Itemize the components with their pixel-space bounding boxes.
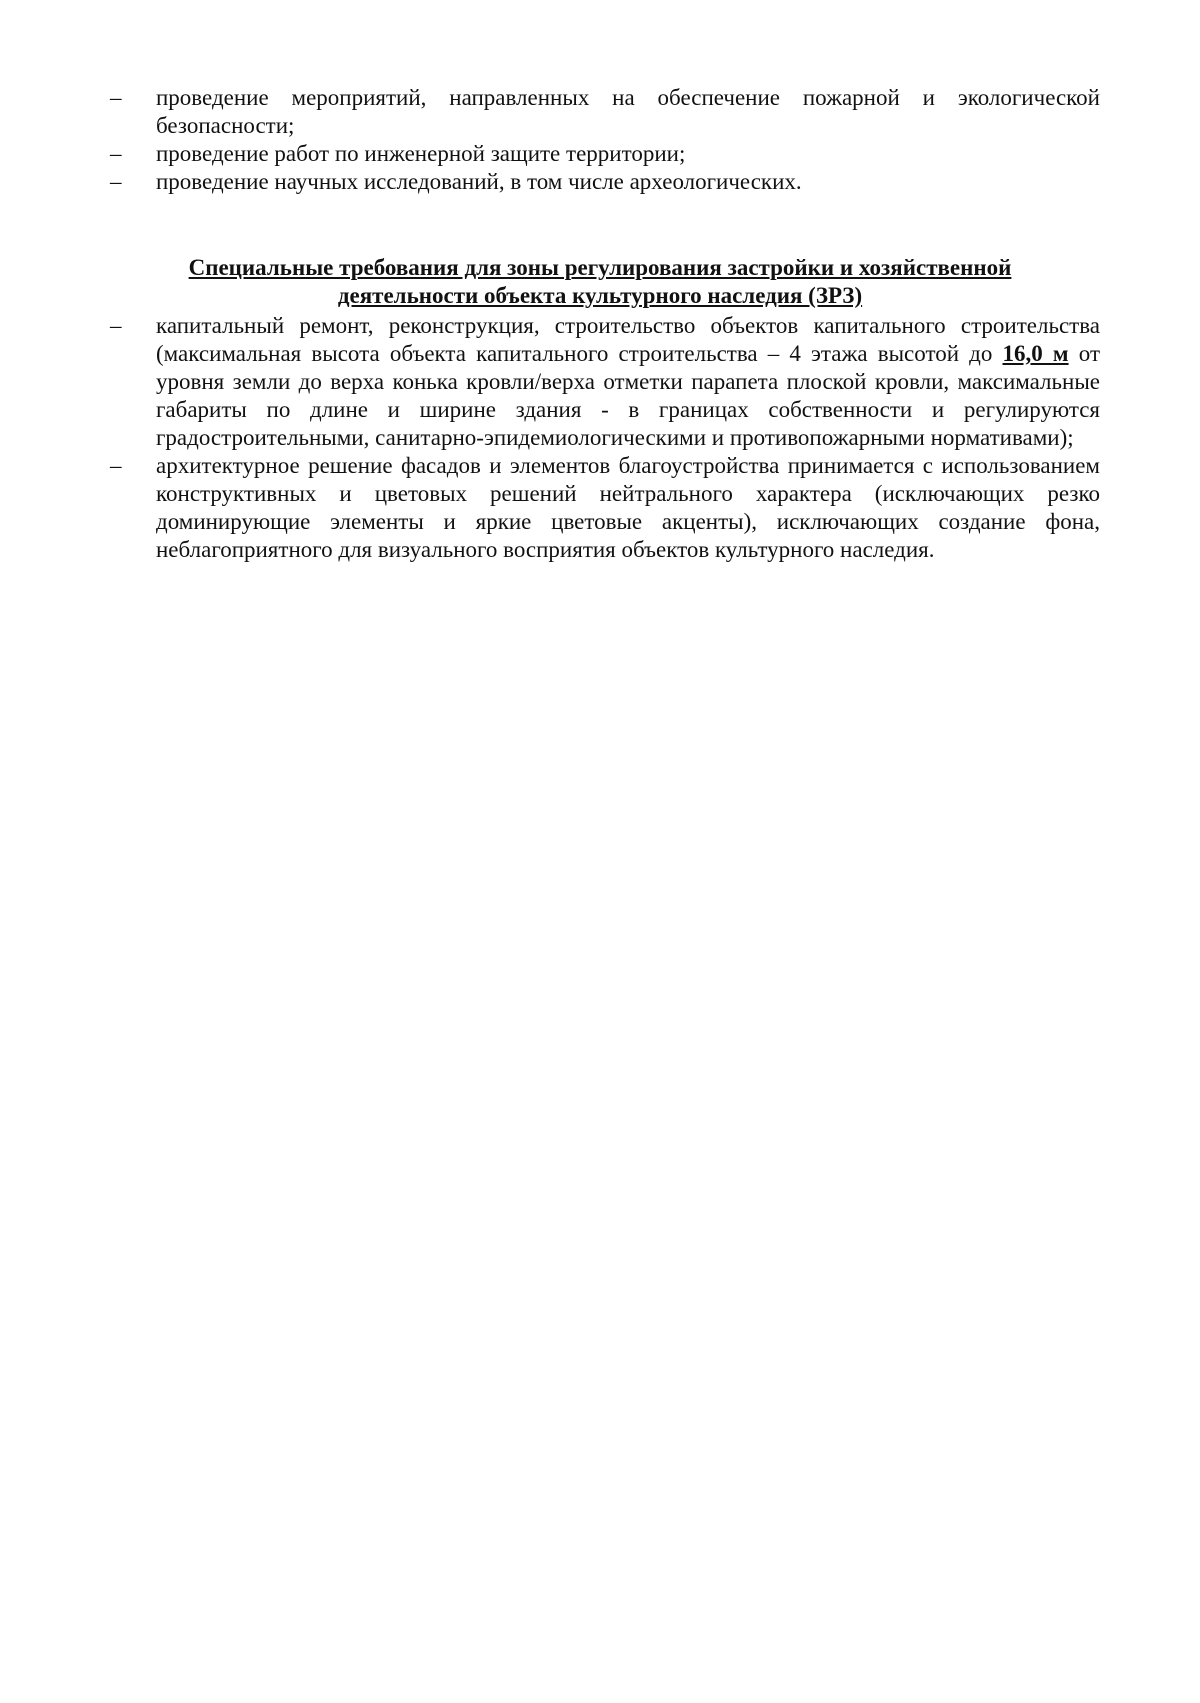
list-item <box>110 168 1100 196</box>
list-item-text: проведение работ по инженерной защите территории; <box>156 141 686 166</box>
list-item-text: проведение мероприятий, направленных на обеспечение пожарной и экологической безопасности; <box>156 85 1100 138</box>
list-item-text: архитектурное решение фасадов и элементов благоустройства принимается с использованием конструктивных и цветовых решений нейтрального характера (исключающих резко доминирующие элементы и яркие цветовые акценты), исключающих создание фона, неблагоприятного для визуального восприятия объектов культурного наследия. <box>156 453 1100 562</box>
bullet-dash: – <box>110 141 122 166</box>
list-item <box>110 312 1100 452</box>
bullet-dash: – <box>110 169 122 194</box>
list-item <box>110 452 1100 564</box>
text-segment: капитальный ремонт, реконструкция, строительство объектов капитального строительства (максимальная высота объекта капитального строительства – 4 этажа высотой до <box>156 313 1100 366</box>
height-limit-value: 16,0 м <box>1002 341 1069 366</box>
bullet-dash: – <box>110 313 122 338</box>
measures-list <box>110 84 1100 196</box>
list-item-text: проведение научных исследований, в том числе археологических. <box>156 169 802 194</box>
section-heading <box>150 254 1050 310</box>
list-item-text <box>156 313 1100 450</box>
list-item <box>110 84 1100 140</box>
text-segment: от уровня земли до верха конька кровли/верха отметки парапета плоской кровли, максимальные габариты по длине и ширине здания - в границах собственности и регулируются градостроительными, санитарно-эпидемиологическими и противопожарными нормативами); <box>156 341 1100 450</box>
bullet-dash: – <box>110 85 122 110</box>
bullet-dash: – <box>110 453 122 478</box>
requirements-list <box>110 312 1100 564</box>
heading-line-1: Специальные требования для зоны регулирования застройки и хозяйственной <box>188 255 1012 280</box>
heading-line-2: деятельности объекта культурного наследия (ЗРЗ) <box>337 283 863 308</box>
list-item <box>110 140 1100 168</box>
